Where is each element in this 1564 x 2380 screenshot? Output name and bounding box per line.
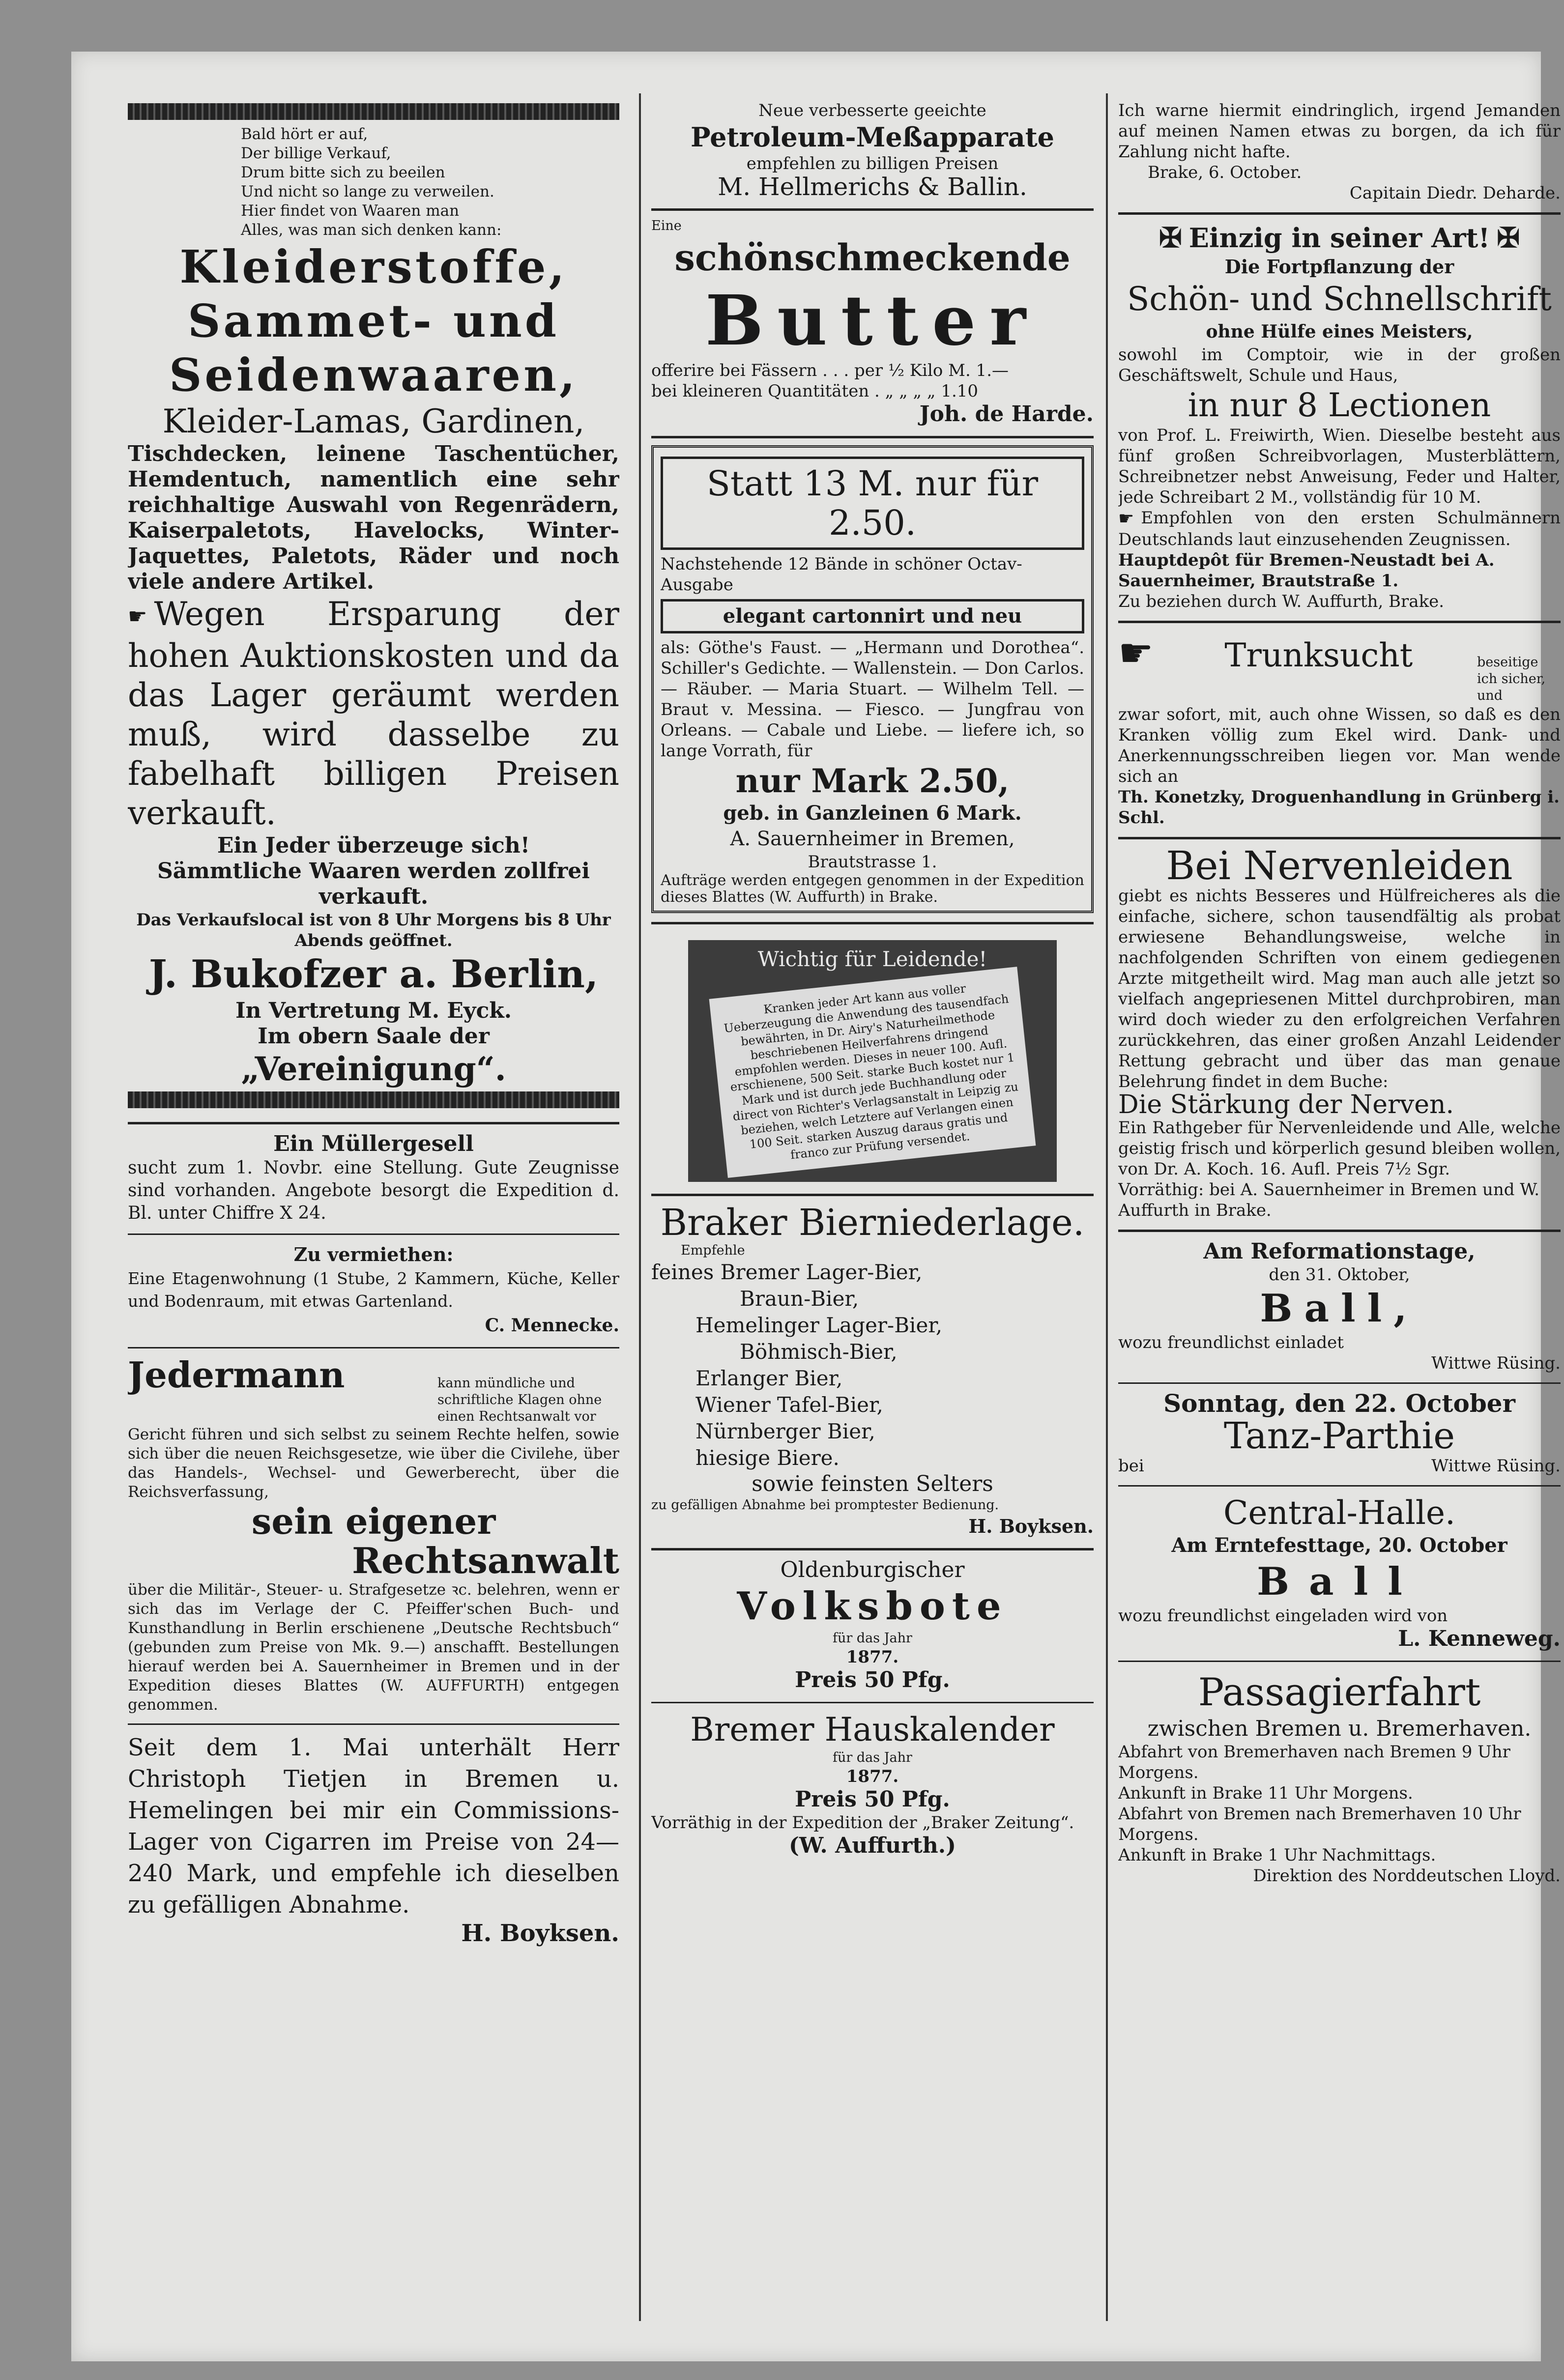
ad-title: Zu vermiethen: [293,1243,454,1265]
ad-title: Jedermann [128,1354,345,1396]
ad-text: Hauptdepôt für Bremen-Neustadt bei A. Sauernheimer, Brautstraße 1. [1118,550,1495,591]
ad-beer [651,1196,1094,1550]
headline: Seidenwaaren, [169,348,578,401]
ad-subtitle: Die Stärkung der Nerven. [1118,1090,1454,1119]
ad-text: Nachstehende 12 Bände in schöner Octav-Ausgabe [661,554,1022,595]
ad-signature-row [1118,1456,1561,1476]
beer-item: Hemelinger Lager-Bier, [695,1313,943,1337]
firm-line: „Vereinigung“. [241,1050,506,1088]
poem-line: Alles, was man sich denken kann: [241,221,502,239]
ad-title: Bremer Hauskalender [690,1711,1055,1749]
ad-central-halle [1118,1487,1561,1662]
ad-signature: Wittwe Rüsing. [1431,1456,1561,1476]
price-line: bei kleineren Quantitäten . „ „ „ „ 1.10 [651,381,979,401]
ad-price: Preis 50 Pfg. [795,1667,950,1692]
ad-alcoholism [1118,623,1561,839]
ad-line: Brake, 6. October. [1148,163,1302,182]
ad-title: schönschmeckende [674,237,1071,279]
ad-text [1118,508,1561,550]
ad-text: sowohl im Comptoir, wie in der großen Geschäftswelt, Schule und Haus, [1118,345,1561,385]
ad-line: Sämmtliche Waaren werden zollfrei verkauft. [157,859,590,909]
ad-signature: Th. Konetzky, Droguenhandlung in Grünberg i. Schl. [1118,787,1560,828]
ad-signature: (W. Auffurth.) [789,1833,956,1858]
ad-text: Seit dem 1. Mai unterhält Herr Christoph Tietjen in Bremen u. Hemelingen bei mir ein Commissions-Lager von Cigarren im Preise von 24—240 Mark, und empfehle ich dieselben zu gefälligen Abnahme. [128,1734,619,1919]
beer-item: feines Bremer Lager-Bier, [651,1260,923,1284]
ad-card-text: Kranken jeder Art kann aus voller Ueberzeugung die Anwendung des tausendfach bewährten, in Dr. Airy's Naturheilmethode beschriebenen Heilverfahrens dringend empfohlen werden. Dieses in neuer 100. Aufl. erschienene, 500 Seit. starke Buch kostet nur 1 Mark und ist durch jede Buchhandlung oder direct von Richter's Verlagsanstalt in Leipzig zu beziehen, welch Letztere auf Verlangen einen 100 Seit. starken Auszug daraus gratis und franco zur Prüfung versendet. [709,967,1036,1178]
ad-cigars [128,1725,619,1955]
ad-text: Ankunft in Brake 11 Uhr Morgens. [1118,1783,1413,1803]
ad-body: Tischdecken, leinene Taschentücher, Hemdentuch, namentlich eine sehr reichhaltige Auswahl von Regenrädern, Kaiserpaletots, Havelocks, Winter-Jaquettes, Paletots, Räder und noch viele andere Artikel. [128,441,619,594]
ad-dance [1118,1384,1561,1487]
ad-signature: M. Hellmerichs & Ballin. [718,172,1027,201]
ad-signature: L. Kenneweg. [1398,1626,1561,1651]
ad-line: Sonntag, den 22. October [1163,1389,1515,1418]
ad-title: Einzig in seiner Art! [1188,222,1490,254]
ad-line: Neue verbesserte geeichte [758,101,986,120]
poem-line: Drum bitte sich zu beeilen [241,164,445,181]
ad-title: Petroleum-Meßapparate [691,121,1054,153]
pointing-hand-icon: ☛ [1118,630,1154,676]
ad-poem [128,125,619,240]
ad-line: ohne Hülfe eines Meisters, [1206,321,1473,342]
ad-title: Passagierfahrt [1198,1670,1481,1715]
ad-title: Central-Halle. [1223,1494,1456,1532]
beer-list [651,1259,1094,1471]
price-line: offerire bei Fässern . . . per ½ Kilo M. 1.— [651,361,1009,380]
ad-signature: Capitain Diedr. Deharde. [1349,183,1561,203]
poem-line: Hier findet von Waaren man [241,202,460,220]
ad-signature: Joh. de Harde. [919,401,1094,427]
ad-text: über die Militär-, Steuer- u. Strafgesetze ꝛc. belehren, wenn er sich das im Verlage der C. Pfeiffer'schen Buch- und Kunsthandlung in Berlin erschienene „Deutsche Rechtsbuch“ (gebunden zum Preise von Mk. 9.—) anschafft. Bestellungen hierauf werden bei A. Sauernheimer in Bremen und in der Expedition dieses Blattes (W. AUFFURTH) entgegen genommen. [128,1581,619,1714]
ad-title-row [1118,222,1561,254]
ad-title: Ball, [1260,1286,1419,1331]
ad-law-book [128,1348,619,1725]
ad-title: Trunksucht [1224,636,1413,674]
ad-text: Aufträge werden entgegen genommen in der Expedition dieses Blattes (W. Auffurth) in Brake. [661,872,1084,906]
beer-item: Böhmisch-Bier, [740,1340,898,1364]
beer-item: hiesige Biere. [695,1446,840,1470]
ad-price: geb. in Ganzleinen 6 Mark. [723,802,1022,825]
column-rule [1106,93,1108,2321]
ad-line: bei [1118,1456,1144,1476]
ad-text: Eine Etagenwohnung (1 Stube, 2 Kammern, Küche, Keller und Bodenraum, mit etwas Gartenland. [128,1269,619,1311]
ad-text: Vorräthig in der Expedition der „Braker Zeitung“. [651,1813,1074,1833]
ad-nerves [1118,839,1561,1232]
ad-title: Tanz-Parthie [1223,1415,1455,1457]
ad-text: Ankunft in Brake 1 Uhr Nachmittags. [1118,1845,1436,1865]
ad-line: Empfehle [681,1243,745,1258]
ad-text-span: Empfohlen von den ersten Schulmännern Deutschlands laut einzusehenden Zeugnissen. [1118,508,1561,549]
column-middle [651,93,1094,2321]
ad-signature: H. Boyksen. [968,1515,1094,1537]
ad-hauskalender [651,1703,1094,1867]
ad-title: Statt 13 M. nur für 2.50. [661,457,1084,550]
ad-line: Am Erntefesttage, 20. October [1171,1534,1507,1557]
ad-text: Zu beziehen durch W. Auffurth, Brake. [1118,592,1445,611]
ad-handwriting [1118,215,1561,623]
ad-line: Oldenburgischer [780,1557,965,1582]
ad-side-text: beseitige ich sicher, und [1477,655,1546,703]
firm-line: In Vertretung M. Eyck. [235,998,512,1023]
ad-line: Ein Jeder überzeuge sich! [217,833,530,858]
ad-signature: Direktion des Norddeutschen Lloyd. [1253,1866,1561,1886]
ad-line: wozu freundlichst einladet [1118,1333,1344,1352]
ad-title: Ball [1257,1559,1422,1604]
ad-line: sowie feinsten Selters [752,1471,993,1496]
ad-text: Gericht führen und sich selbst zu seinem Rechte helfen, sowie sich über die neuen Reichsgesetze, wie über die Civilehe, über das Handels-, Wechsel- und Gewerberecht, über die Reichsverfassung, [128,1426,619,1501]
ad-text: giebt es nichts Besseres und Hülfreicheres als die einfache, sichere, schon tausendfältig als probat erwiesene Behandlungsweise, welche in nachfolgenden Schriften von einem gediegenen Arzte mitgetheilt wird. Mag man auch alle jetzt so vielfach angepriesenen Mittel durchprobiren, man wird doch wieder zu den erfolgreichen Verfahren zurückkehren, das einer großen Anzahl Leidender Rettung gebracht und über das man genaue Belehrung findet in dem Buche: [1118,886,1561,1091]
ad-signature: Wittwe Rüsing. [1431,1353,1561,1373]
headline: Kleiderstoffe, [179,240,568,293]
ad-big-notice-text: Wegen Ersparung der hohen Auktionskosten und da das Lager geräumt werden muß, wird dasselbe zu fabelhaft billigen Preisen verkauft. [128,595,619,832]
ad-miller [128,1124,619,1235]
ad-passenger [1118,1662,1561,1895]
ad-year: 1877. [846,1767,899,1786]
pointing-hand-icon: ☛ [128,604,147,629]
beer-item: Braun-Bier, [740,1287,859,1311]
ad-line: für das Jahr [833,1750,912,1765]
ad-line: Eine [651,218,682,233]
ad-title: Wichtig für Leidende! [757,947,987,971]
ornamental-bar [128,1091,619,1108]
pointing-hand-icon: ☛ [1118,509,1134,529]
ad-price: Preis 50 Pfg. [795,1787,950,1812]
ad-address: Brautstrasse 1. [808,852,937,872]
ad-signature: H. Boyksen. [461,1920,619,1947]
ad-line: für das Jahr [833,1631,912,1646]
ad-line: den 31. Oktober, [1269,1265,1410,1285]
ornamental-bar [128,103,619,120]
beer-item: Erlanger Bier, [695,1366,843,1390]
poem-line: Der billige Verkauf, [241,144,391,162]
poem-line: Und nicht so lange zu verweilen. [241,183,494,201]
ad-petroleum [651,93,1094,211]
ad-text: zu gefälligen Abnahme bei promptester Bedienung. [651,1497,999,1513]
headline: Sammet- und [187,294,560,347]
ad-title: Schön- und Schnellschrift [1127,280,1552,318]
column-left [128,93,619,2321]
ornament-icon: ✠ [1159,222,1182,254]
ad-highlight: elegant cartonnirt und neu [661,599,1084,633]
beer-item: Nürnberger Bier, [695,1419,875,1443]
ad-line: Das Verkaufslocal ist von 8 Uhr Morgens bis 8 Uhr Abends geöffnet. [136,910,611,950]
ad-line: empfehlen zu billigen Preisen [746,154,999,173]
ad-text: Vorräthig: bei A. Sauernheimer in Bremen und W. Auffurth in Brake. [1118,1180,1540,1220]
ad-text: von Prof. L. Freiwirth, Wien. Dieselbe besteht aus fünf großen Schreibvorlagen, Musterblättern, Schreibnetzer nebst Anweisung, Feder und Halter, jede Schreibart 2 M., vollständig für 10 M. [1118,426,1561,507]
firm-name: J. Bukofzer a. Berlin, [148,952,599,997]
ad-title-big: Butter [705,281,1040,361]
ad-rent [128,1235,619,1348]
ad-year: 1877. [846,1647,899,1667]
ad-reformation-ball [1118,1232,1561,1384]
ad-title: Volksbote [737,1584,1008,1629]
ad-title: Ein Müllergesell [273,1131,474,1156]
ad-clearance-sale [128,93,619,1124]
ad-text: als: Göthe's Faust. — „Hermann und Dorothea“. Schiller's Gedichte. — Wallenstein. — Don Carlos. — Räuber. — Maria Stuart. — Wilhelm Tell. — Braut v. Messina. — Fiesco. — Jungfrau von Orleans. — Cabale und Liebe. — liefere ich, so lange Vorrath, für [661,638,1084,761]
ad-signature: C. Mennecke. [485,1315,619,1336]
poem-line: Bald hört er auf, [241,125,368,143]
ad-title: Bei Nervenleiden [1166,843,1513,889]
ad-title: in nur 8 Lectionen [1187,386,1491,424]
ad-line: wozu freundlichst eingeladen wird von [1118,1606,1448,1626]
ornament-icon: ✠ [1497,222,1520,254]
ad-health [651,924,1094,1196]
ad-health-box [688,940,1057,1182]
ad-text: Abfahrt von Bremerhaven nach Bremen 9 Uhr Morgens. [1118,1742,1510,1782]
ad-side-text: kann mündliche und schriftliche Klagen ohne einen Rechtsanwalt vor [437,1376,602,1424]
ad-text: Abfahrt von Bremen nach Bremerhaven 10 Uhr Morgens. [1118,1804,1521,1844]
ad-line: Am Reformationstage, [1203,1239,1476,1264]
ad-text: sucht zum 1. Novbr. eine Stellung. Gute Zeugnisse sind vorhanden. Angebote besorgt die Expedition d. Bl. unter Chiffre X 24. [128,1158,619,1223]
ad-title: Braker Bierniederlage. [660,1202,1085,1244]
column-rule [639,93,641,2321]
ad-line: zwischen Bremen u. Bremerhaven. [1147,1716,1532,1741]
beer-item: Wiener Tafel-Bier, [695,1393,883,1417]
ad-books [651,438,1094,924]
column-right [1118,93,1561,2321]
ad-signature: A. Sauernheimer in Bremen, [730,828,1015,850]
ad-big-notice [128,595,619,833]
ad-text: Ich warne hiermit eindringlich, irgend Jemanden auf meinen Namen etwas zu borgen, da ich für Zahlung nicht hafte. [1118,101,1561,162]
ad-big: sein eigener [251,1500,496,1542]
firm-line: Im obern Saale der [258,1024,490,1049]
ad-books-frame [651,445,1094,913]
ad-big: Rechtsanwalt [352,1540,619,1581]
ad-volksbote [651,1550,1094,1703]
ad-line: Die Fortpflanzung der [1224,256,1454,278]
ad-warning [1118,93,1561,215]
ad-butter [651,211,1094,438]
ad-text: Ein Rathgeber für Nervenleidende und Alle, welche geistig frisch und körperlich gesund bleiben wollen, von Dr. A. Koch. 16. Aufl. Preis 7½ Sgr. [1118,1118,1561,1179]
ad-title-row [1118,630,1561,704]
ad-text: zwar sofort, mit, auch ohne Wissen, so daß es den Kranken völlig zum Ekel wird. Dank- und Anerkennungsschreiben liegen vor. Man wende sich an [1118,705,1561,786]
subheadline: Kleider-Lamas, Gardinen, [162,402,585,440]
ad-law-head [128,1355,619,1425]
ad-price: nur Mark 2.50, [735,762,1010,800]
